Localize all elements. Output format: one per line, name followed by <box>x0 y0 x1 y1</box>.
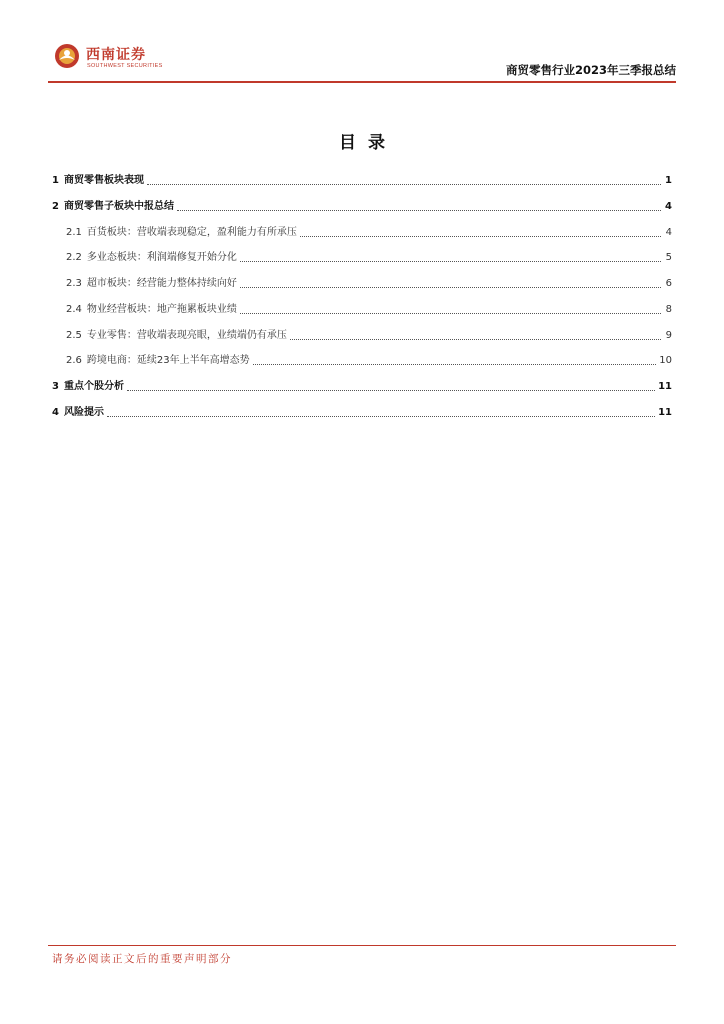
logo-chinese-name: 西南证券 <box>86 47 146 63</box>
toc-entry-title: 跨境电商：延续23年上半年高增态势 <box>86 355 250 366</box>
toc-leader-dots <box>177 209 661 211</box>
footer-divider <box>48 945 676 946</box>
toc-entry-number: 2.4 <box>66 304 82 315</box>
toc-entry-number: 2.2 <box>66 252 82 263</box>
report-title: 商贸零售行业2023年三季报总结 <box>505 63 676 77</box>
toc-heading: 目录 <box>339 133 397 153</box>
toc-entry-3[interactable] <box>52 376 672 394</box>
toc-entry-page: 6 <box>665 278 672 289</box>
toc-leader-dots <box>300 235 661 237</box>
toc-entry-number: 4 <box>52 407 59 418</box>
toc-entry-number: 2.6 <box>66 355 82 366</box>
toc-entry-2-2[interactable] <box>66 247 672 265</box>
toc-leader-dots <box>147 183 661 185</box>
disclaimer-note: 请务必阅读正文后的重要声明部分 <box>52 953 232 965</box>
toc-entry-page: 11 <box>658 407 672 418</box>
toc-entry-number: 2.5 <box>66 330 82 341</box>
toc-entry-page: 5 <box>665 252 672 263</box>
company-logo <box>54 43 194 77</box>
logo-emblem-icon <box>54 43 80 69</box>
toc-entry-2[interactable] <box>52 196 672 214</box>
toc-entry-2-4[interactable] <box>66 299 672 317</box>
toc-entry-title: 百货板块：营收端表现稳定，盈利能力有所承压 <box>86 227 297 238</box>
page-header <box>48 40 676 82</box>
toc-entry-2-3[interactable] <box>66 273 672 291</box>
toc-entry-page: 10 <box>659 355 672 366</box>
toc-leader-dots <box>240 312 661 314</box>
toc-entry-title: 商贸零售板块表现 <box>63 175 144 186</box>
toc-entry-number: 2.3 <box>66 278 82 289</box>
toc-entry-page: 11 <box>658 381 672 392</box>
toc-entry-title: 重点个股分析 <box>63 381 124 392</box>
toc-entry-title: 物业经营板块：地产拖累板块业绩 <box>86 304 237 315</box>
toc-leader-dots <box>253 363 657 365</box>
toc-entry-number: 1 <box>52 175 59 186</box>
toc-entry-page: 1 <box>665 175 672 186</box>
toc-entry-page: 8 <box>665 304 672 315</box>
logo-english-name: SOUTHWEST SECURITIES <box>87 63 163 69</box>
toc-leader-dots <box>290 338 661 340</box>
toc-entry-2-1[interactable] <box>66 222 672 240</box>
toc-leader-dots <box>107 415 655 417</box>
toc-entry-title: 专业零售：营收端表现亮眼，业绩端仍有承压 <box>86 330 287 341</box>
toc-entry-2-5[interactable] <box>66 325 672 343</box>
toc-entry-page: 9 <box>665 330 672 341</box>
toc-entry-number: 2.1 <box>66 227 82 238</box>
toc-entry-4[interactable] <box>52 402 672 420</box>
toc-leader-dots <box>240 286 661 288</box>
toc-entry-title: 风险提示 <box>63 407 104 418</box>
toc-entry-title: 超市板块：经营能力整体持续向好 <box>86 278 237 289</box>
toc-entry-2-6[interactable] <box>66 350 672 368</box>
toc-entry-1[interactable] <box>52 170 672 188</box>
toc-entry-page: 4 <box>665 201 672 212</box>
toc-entry-number: 2 <box>52 201 59 212</box>
toc-leader-dots <box>240 260 661 262</box>
toc-entry-page: 4 <box>665 227 672 238</box>
header-divider <box>48 81 676 83</box>
toc-leader-dots <box>127 389 655 391</box>
toc-entry-title: 多业态板块：利润端修复开始分化 <box>86 252 237 263</box>
toc-entry-number: 3 <box>52 381 59 392</box>
toc-entry-title: 商贸零售子板块中报总结 <box>63 201 174 212</box>
